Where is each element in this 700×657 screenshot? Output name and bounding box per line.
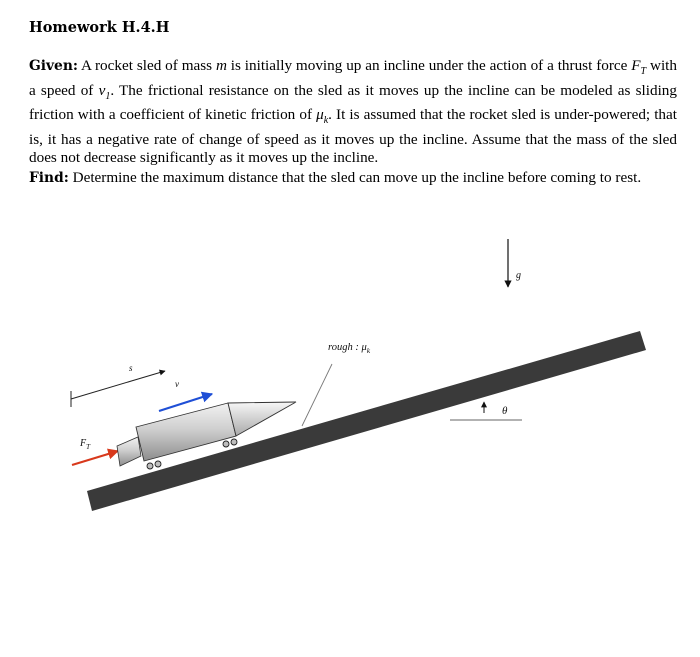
given-paragraph (29, 57, 677, 168)
thrust-symbol: $F_T$ (631, 57, 647, 78)
given-heading: Given: (29, 58, 78, 74)
given-text-3: with a speed of (29, 57, 677, 99)
incline-figure (0, 230, 700, 657)
find-paragraph (29, 169, 677, 188)
velocity-label: v (175, 379, 179, 389)
given-text-2: is initially moving up an incline under the action of a thrust force (226, 57, 632, 74)
displacement-label: s (129, 363, 133, 373)
friction-symbol: $\mu_k$ (316, 106, 329, 127)
rough-leader-line (302, 364, 332, 426)
mass-symbol: m (215, 57, 227, 74)
given-text-5: . It is assumed that the rocket sled is under-powered; that is, it has a negative rate of change of speed as it moves up the incline. Assume that the mass of the sled does not decrease significantly as it moves up the incline. (29, 106, 677, 167)
velocity-arrow (159, 394, 212, 411)
thrust-label: $F_T$ (80, 438, 91, 451)
displacement-arrow (71, 371, 165, 399)
rocket-nozzle (117, 437, 141, 466)
rocket-nose-cone (228, 402, 296, 436)
find-heading: Find: (29, 170, 69, 186)
given-text-1: A rocket sled of mass (77, 57, 216, 74)
thrust-arrow (72, 451, 118, 465)
rough-label: rough : $\mu_k$ (328, 342, 371, 355)
gravity-label: g (516, 270, 521, 281)
speed-symbol: $v_1$ (98, 81, 111, 102)
find-text: Determine the maximum distance that the sled can move up the incline before coming to rest. (68, 169, 642, 186)
given-text-4: . The frictional resistance on the sled as it moves up the incline can be modeled as sliding friction with a coefficient of kinetic friction of (29, 81, 677, 124)
page-title: Homework H.4.H (29, 19, 170, 36)
angle-label: θ (502, 405, 508, 417)
